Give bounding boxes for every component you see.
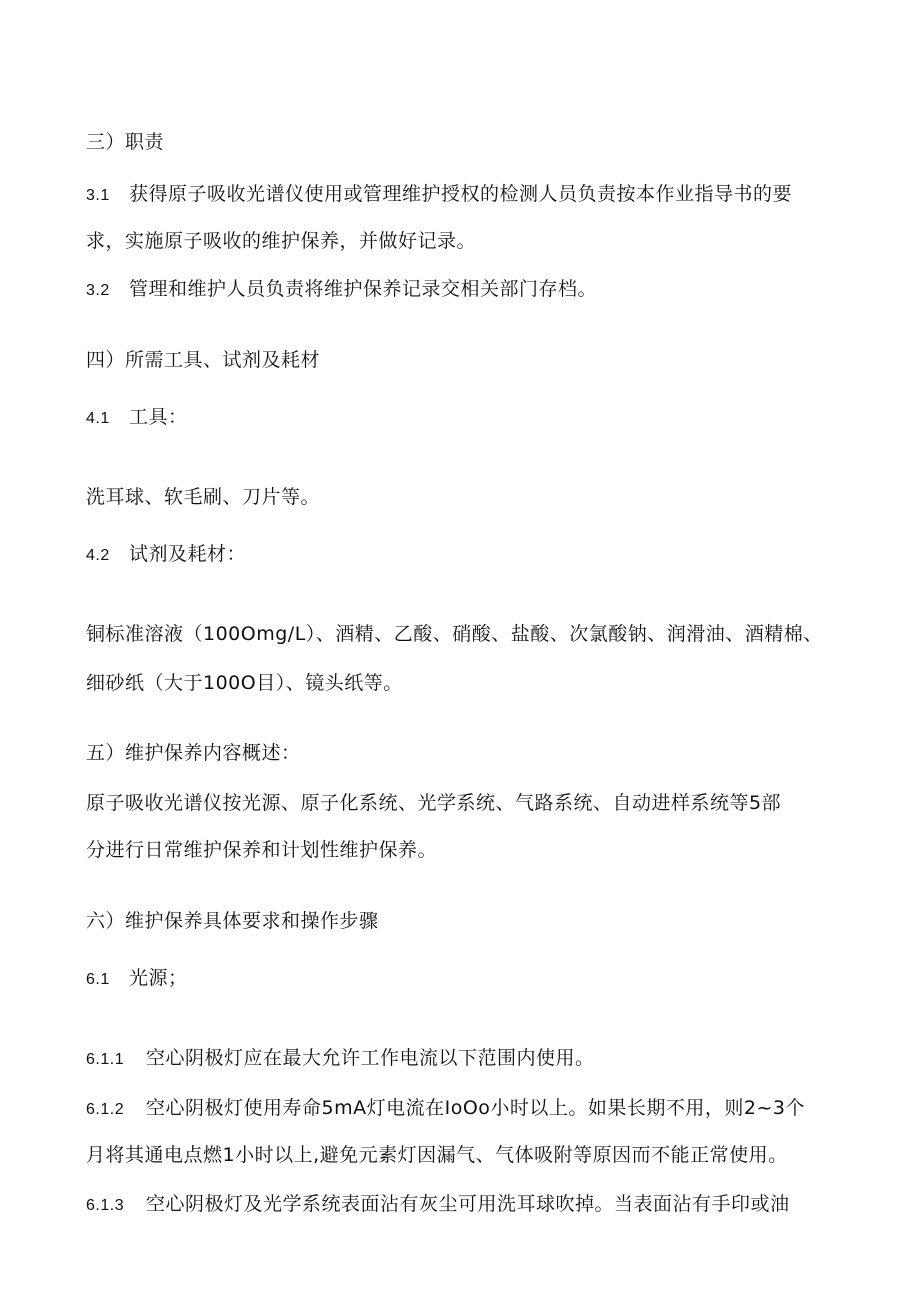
- paragraph-6-1-3: [86, 1190, 790, 1220]
- paragraph-6-1-2: [86, 1094, 805, 1124]
- clause-number: 6.1.3: [86, 1197, 125, 1214]
- clause-text: 光源；: [129, 967, 188, 989]
- clause-text: 空心阴极灯使用寿命5mA灯电流在IoOo小时以上。如果长期不用，则2~3个: [146, 1097, 806, 1119]
- reagents-list-line-1: 铜标准溶液（100Omg/L）、酒精、乙酸、硝酸、盐酸、次氯酸钠、润滑油、酒精棉、: [86, 623, 823, 645]
- clause-number: 4.2: [86, 547, 110, 564]
- clause-text: 空心阴极灯及光学系统表面沾有灰尘可用洗耳球吹掉。当表面沾有手印或油: [146, 1193, 790, 1215]
- paragraph-3-1-continued: 求，实施原子吸收的维护保养，并做好记录。: [86, 230, 477, 252]
- paragraph-6-1: [86, 964, 188, 994]
- paragraph-4-2: [86, 540, 246, 570]
- paragraph-4-1: [86, 403, 188, 433]
- clause-text: 空心阴极灯应在最大允许工作电流以下范围内使用。: [146, 1047, 595, 1069]
- reagents-list-line-2: 细砂纸（大于100O目）、镜头纸等。: [86, 672, 403, 694]
- section-3-heading: 三）职责: [86, 131, 165, 153]
- clause-number: 6.1.1: [86, 1051, 125, 1068]
- clause-text: 获得原子吸收光谱仪使用或管理维护授权的检测人员负责按本作业指导书的要: [129, 183, 793, 205]
- paragraph-3-2: [86, 275, 597, 305]
- section-5-line-1: 原子吸收光谱仪按光源、原子化系统、光学系统、气路系统、自动进样系统等5部: [86, 792, 782, 814]
- clause-text: 管理和维护人员负责将维护保养记录交相关部门存档。: [129, 278, 598, 300]
- clause-number: 3.1: [86, 187, 110, 204]
- paragraph-3-1: [86, 180, 792, 210]
- section-5-line-2: 分进行日常维护保养和计划性维护保养。: [86, 839, 438, 861]
- tools-list: 洗耳球、软毛刷、刀片等。: [86, 486, 321, 508]
- section-4-heading: 四）所需工具、试剂及耗材: [86, 349, 321, 371]
- clause-text: 工具：: [129, 406, 188, 428]
- clause-number: 3.2: [86, 282, 110, 299]
- clause-number: 6.1: [86, 971, 110, 988]
- clause-text: 试剂及耗材：: [129, 543, 247, 565]
- section-5-heading: 五）维护保养内容概述：: [86, 742, 301, 764]
- paragraph-6-1-2-continued: 月将其通电点燃1小时以上,避免元素灯因漏气、气体吸附等原因而不能正常使用。: [86, 1144, 788, 1166]
- paragraph-6-1-1: [86, 1044, 595, 1074]
- section-6-heading: 六）维护保养具体要求和操作步骤: [86, 910, 379, 932]
- clause-number: 4.1: [86, 410, 110, 427]
- clause-number: 6.1.2: [86, 1101, 125, 1118]
